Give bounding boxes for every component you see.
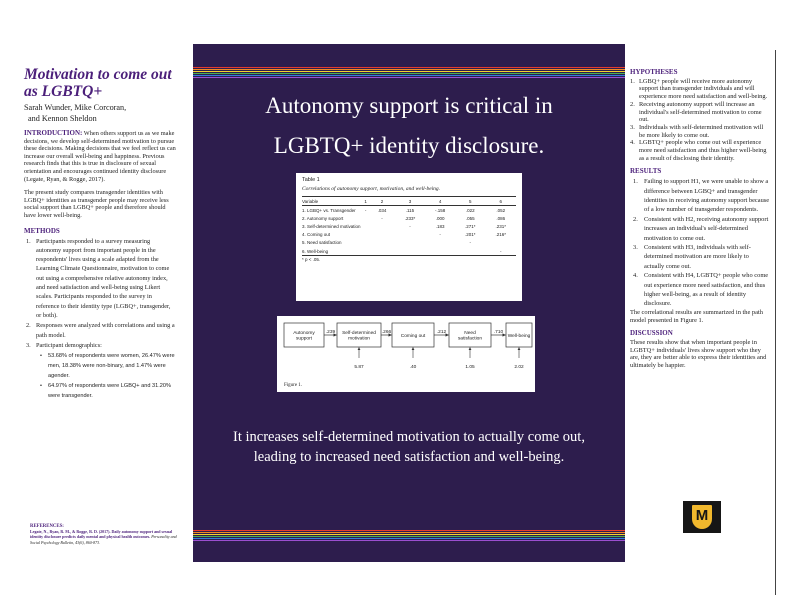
list-number: 4. [633, 272, 638, 280]
table-cell [369, 222, 394, 230]
table-cell [362, 247, 369, 256]
references [30, 524, 178, 545]
university-logo [683, 501, 721, 533]
path-model-figure [277, 316, 535, 392]
list-number: 3. [630, 123, 635, 131]
table-cell [395, 231, 426, 239]
table-row [302, 231, 516, 239]
table-cell [369, 231, 394, 239]
methods-item-text: Responses were analyzed with correlations and using a path model. [36, 322, 175, 339]
left-column [24, 66, 176, 402]
result-text: Consistent with H3, individuals with self-determined motivation are more likely to actually come out. [644, 243, 751, 270]
table-header-row [302, 197, 516, 206]
reference-entry [30, 529, 178, 545]
table-cell [455, 247, 486, 256]
hypotheses-heading: HYPOTHESES [630, 68, 678, 76]
authors-line-1: Sarah Wunder, Mike Corcoran, [24, 103, 127, 112]
column-header: 6 [485, 197, 516, 206]
table-cell: - [469, 240, 471, 246]
result-text: Failing to support H1, we were unable to show a difference between LGBQ+ and transgender identities in receiving autonomy support because of a low number of transgender respondents. [644, 178, 770, 214]
demographics-item: • 53.68% of respondents were women, 26.47% were men, 18.38% were non-binary, and 1.47% were agender. [36, 351, 176, 381]
table-cell [362, 239, 369, 247]
methods-item-text: Participant demographics: [36, 341, 102, 349]
model-box-label: Well-being [507, 333, 531, 339]
hypotheses-list [630, 78, 770, 163]
table-label: Table 1 [302, 177, 320, 183]
table-cell: .231* [495, 223, 506, 229]
table-cell: .000 [435, 215, 445, 221]
result-text: Consistent with H4, LGBTQ+ people who come out experience more need satisfaction, and thus higher well-being, as a result of identity disclosure. [644, 272, 769, 308]
list-number: 2. [633, 215, 638, 223]
results-heading: RESULTS [630, 167, 662, 176]
shield-icon [692, 505, 712, 529]
column-header: 5 [455, 197, 486, 206]
table-row [302, 247, 516, 256]
error-value: .40 [409, 365, 417, 370]
path-coefficient: .266 [381, 330, 392, 335]
methods-list [24, 237, 176, 402]
path-coefficient: .710 [493, 330, 504, 335]
summary-statement: It increases self-determined motivation to actually come out, leading to increased need satisfaction and well-being. [233, 429, 585, 465]
row-label: 3. Self-determined motivation [302, 223, 361, 229]
list-number: 2. [630, 100, 635, 108]
result-item [630, 177, 770, 215]
hypothesis-text: Individuals with self-determined motivation will be more likely to come out. [639, 123, 764, 139]
error-value: 2.02 [514, 365, 524, 370]
hypothesis-item [630, 124, 770, 139]
table-cell: .034 [377, 207, 387, 213]
table-cell: .052 [496, 207, 506, 213]
table-cell [425, 239, 455, 247]
hypothesis-item [630, 78, 770, 101]
hypothesis-text: Receiving autonomy support will increase an individual's self-determined motivation to come out. [639, 100, 762, 124]
methods-item [24, 237, 176, 321]
references-heading: REFERENCES: [30, 524, 64, 529]
results-list [630, 177, 770, 309]
list-number: 1. [633, 178, 638, 186]
result-item [630, 271, 770, 309]
correlation-table [302, 196, 516, 256]
table-note: * p < .05. [302, 257, 321, 263]
right-column [630, 69, 770, 370]
reference-authors: Legate, N., Ryan, R. M., & Rogge, R. D. (2017). Daily autonomy support and sexual identity disclosure predicts daily mental and physical health outcomes. [30, 529, 173, 540]
path-model-diagram [277, 316, 535, 392]
row-label: 4. Coming out [302, 232, 331, 238]
demographics-item: • 64.97% of respondents were LGBQ+ and 31.20% were transgender. [36, 381, 176, 401]
table-cell: - [364, 207, 367, 213]
error-value: 5.87 [354, 365, 364, 370]
result-text: Consistent with H2, receiving autonomy support increases an individual's self-determined motivation to come out. [644, 215, 769, 242]
table-cell: - [409, 223, 411, 229]
list-number: 1. [630, 77, 635, 85]
authors-line-2: and Kennon Sheldon [28, 114, 97, 123]
result-item [630, 243, 770, 271]
table-cell [395, 239, 426, 247]
row-label: 1. LGBQ+ vs. Transgender [302, 207, 356, 213]
row-label: 6. Well-being [302, 247, 362, 256]
table-cell [369, 247, 394, 256]
table-cell: .183 [435, 223, 445, 229]
table-cell [369, 239, 394, 247]
methods-heading: METHODS [24, 226, 60, 235]
figure-label: Figure 1. [284, 383, 303, 388]
hypothesis-item [630, 101, 770, 124]
column-header: 2 [369, 197, 394, 206]
path-coefficient: .239 [325, 330, 336, 335]
column-header: 3 [395, 197, 426, 206]
column-header: 4 [425, 197, 455, 206]
list-number: 3. [26, 341, 31, 349]
table-cell: .271* [464, 223, 476, 229]
results-summary: The correlational results are summarized in the path model presented in Figure 1. [630, 308, 763, 324]
path-coefficient: .212 [436, 330, 447, 335]
introduction [24, 130, 176, 183]
methods-item [24, 341, 176, 401]
list-number: 3. [633, 243, 638, 251]
table-row [302, 206, 516, 215]
introduction-text-2: The present study compares transgender identities with LGBQ+ identities as transgender people may receive less social support than LGBQ+ people and therefore should have lower well-being. [24, 189, 169, 219]
table-row [302, 239, 516, 247]
table-cell [362, 222, 369, 230]
list-number: 2. [26, 322, 31, 330]
result-item [630, 215, 770, 243]
authors [24, 102, 176, 124]
column-header: 1 [362, 197, 369, 206]
column-header: Variable [302, 197, 362, 206]
table-cell: .022 [465, 207, 475, 213]
discussion-text: These results show that when important people in LGBTQ+ individuals' lives show support who they are, they are better able to express their identities and ultimately be happier. [630, 338, 767, 370]
table-cell [362, 214, 369, 222]
hypothesis-text: LGBQ+ people will receive more autonomy support than transgender individuals and will experience more need satisfaction and well-being. [639, 77, 768, 101]
table-cell: .086 [496, 215, 506, 221]
methods-item [24, 321, 176, 340]
list-number: 4. [630, 139, 635, 147]
table-cell: .201* [464, 232, 476, 238]
methods-item-text: Participants responded to a survey measuring autonomy support from important people in the respondents' lives using a scale adapted from the Learning Climate Questionnaire, motivation to come out using a comprehensive relative autonomy index, and need satisfaction and well-being using Likert scales. Participants responded to the survey in reference to their identity type (LGBQ+, transgender, or both). [36, 237, 171, 319]
demographics-list [36, 351, 176, 401]
center-panel [193, 44, 625, 562]
table-cell: .233* [404, 215, 416, 221]
model-box-label: Need satisfaction [458, 331, 482, 342]
rainbow-stripes-bottom [193, 530, 625, 542]
table-cell [362, 231, 369, 239]
table-row [302, 214, 516, 222]
logo-letter: M [695, 507, 709, 524]
correlation-table-card [296, 173, 522, 301]
table-cell: -.158 [434, 207, 446, 213]
hypothesis-item [630, 139, 770, 162]
discussion-heading: DISCUSSION [630, 329, 673, 338]
hypothesis-text: LGBTQ+ people who come out will experience more need satisfaction and thus higher well-being as a result of disclosing their identity. [639, 139, 767, 162]
row-label: 5. Need satisfaction [302, 240, 342, 246]
table-cell [485, 239, 516, 247]
error-value: 1.05 [465, 365, 475, 370]
table-cell: - [439, 232, 441, 238]
table-cell: .115 [405, 207, 415, 213]
main-headline: Autonomy support is critical in LGBTQ+ identity disclosure. [265, 93, 553, 158]
table-cell: .216* [495, 232, 506, 238]
table-cell [425, 247, 455, 256]
rainbow-stripes-top [193, 67, 625, 79]
model-box-label: Autonomy support [293, 331, 315, 342]
right-border-line [775, 50, 776, 595]
model-box-label: Self-determined motivation [342, 331, 376, 342]
table-cell: - [381, 215, 383, 221]
reference-journal: Personality and Social Psychology Bulletin, 43(6), 860-873. [30, 534, 177, 545]
table-cell [395, 247, 426, 256]
introduction-heading: INTRODUCTION: [24, 129, 83, 137]
table-caption: Correlations of autonomy support, motivation, and well-being. [302, 186, 441, 192]
list-number: 1. [26, 237, 31, 245]
table-cell: .055 [465, 215, 475, 221]
table-cell: - [485, 247, 516, 256]
model-box-label: Coming out [400, 333, 426, 339]
poster-title: Motivation to come out as LGBTQ+ [24, 66, 172, 100]
table-row [302, 222, 516, 230]
row-label: 2. Autonomy support [302, 215, 344, 221]
introduction-text: When others support us as we make decisions, we develop self-determined motivation to pursue these decisions. Making decisions that we feel reflect us can increase our overall well-being and happiness. Previous research finds that this is true in disclosure of sexual orientation and encourages continued identity disclosure (Legate, Ryan, & Rogge, 2017). [24, 130, 176, 183]
